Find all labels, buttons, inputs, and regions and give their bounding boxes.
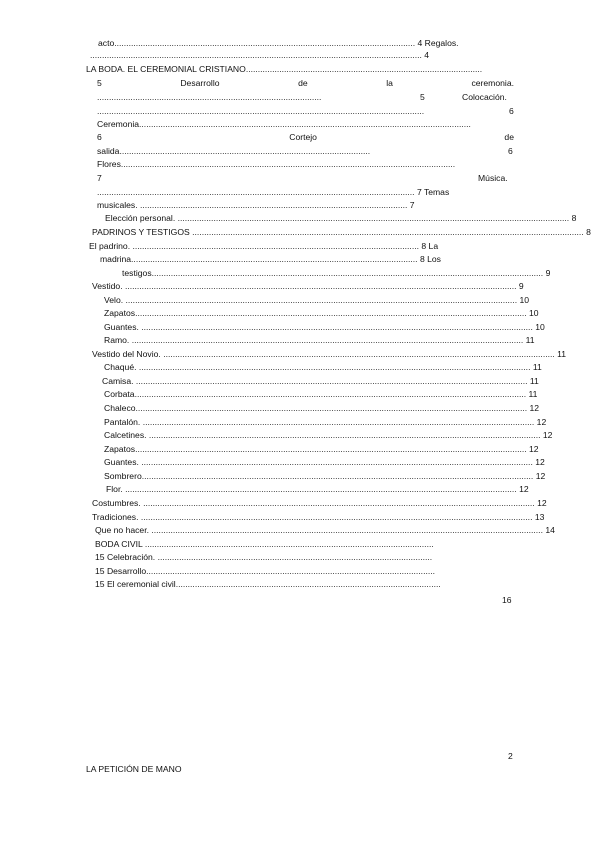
toc-line: 6 Cortejo de xyxy=(97,132,514,142)
toc-entry: Pantalón. .................................................................................................................................................................... 12 xyxy=(104,417,547,427)
toc-line: 6 xyxy=(509,106,514,116)
toc-line: acto.............................................................................................................................. 4 Regalos. xyxy=(98,38,459,48)
toc-entry: Ramo. .................................................................................................................................................................... 11 xyxy=(104,335,535,345)
toc-line: 5 Desarrollo de la ceremonia. xyxy=(97,78,514,88)
toc-entry: Guantes. .................................................................................................................................................................... 10 xyxy=(104,322,545,332)
page-number: 2 xyxy=(508,751,513,761)
toc-entry: Sombrero .................................................................................................................................................................... 12 xyxy=(104,471,546,481)
toc-line: .............................................................................................. xyxy=(97,92,322,102)
toc-line: 15 Desarrollo......................................................................................................................... xyxy=(95,566,436,576)
toc-entry: Vestido del Novio. .................................................................................................................................................................... 11 xyxy=(92,349,567,359)
toc-entry: Guantes. .................................................................................................................................................................... 12 xyxy=(104,457,545,467)
toc-entry: Chaqué. .................................................................................................................................................................... 11 xyxy=(104,362,542,372)
toc-entry: Elección personal. .................................................................................................................................................................... 8 xyxy=(105,213,577,223)
toc-entry: Tradiciones. .................................................................................................................................................................... 13 xyxy=(92,512,545,522)
toc-entry: Corbata .................................................................................................................................................................... 11 xyxy=(104,389,538,399)
toc-line: musicales. ................................................................................................................ 7 xyxy=(97,200,415,210)
toc-line: salida......................................................................................................... xyxy=(97,146,371,156)
toc-entry: Zapatos .................................................................................................................................................................... 10 xyxy=(104,308,539,318)
toc-line: 7 xyxy=(97,173,102,183)
toc-entry: Zapatos .................................................................................................................................................................... 12 xyxy=(104,444,539,454)
toc-entry: Calcetines. .................................................................................................................................................................... 12 xyxy=(104,430,553,440)
toc-line: Música. xyxy=(478,173,508,183)
toc-line: Colocación. xyxy=(462,92,507,102)
toc-line: Flores............................................................................................................................................ xyxy=(97,159,456,169)
toc-entry: Que no hacer. .................................................................................................................................................................... 14 xyxy=(95,525,555,535)
toc-line: 6 xyxy=(508,146,513,156)
toc-entry: Vestido. .................................................................................................................................................................... 9 xyxy=(92,281,524,291)
toc-line: Ceremonia........................................................................................................................................... xyxy=(97,119,471,129)
toc-line: ......................................................................................................................................... xyxy=(97,106,425,116)
toc-line: 5 xyxy=(420,92,425,102)
toc-line: ........................................................................................................................................... 4 xyxy=(90,50,430,60)
toc-entry: PADRINOS Y TESTIGOS .................................................................................................................................................................... 8 xyxy=(92,227,591,237)
toc-line: 16 xyxy=(502,595,512,605)
toc-entry: Chaleco .................................................................................................................................................................... 12 xyxy=(104,403,540,413)
toc-line: 15 Celebración. ................................................................................................................... xyxy=(95,552,433,562)
toc-section-heading: BODA CIVIL ......................................................................................................................... xyxy=(95,539,434,549)
toc-line: 15 El ceremonial civil............................................................................................................... xyxy=(95,579,441,589)
toc-line: El padrino. ........................................................................................................................ 8 La xyxy=(89,241,439,251)
toc-line: ..................................................................................................................................... 7 Temas xyxy=(97,187,450,197)
toc-entry: Camisa. .................................................................................................................................................................... 11 xyxy=(102,376,539,386)
toc-section-heading: LA BODA. EL CEREMONIAL CRISTIANO................................................................................................... xyxy=(86,64,483,74)
toc-line: madrina........................................................................................................................ 8 Los xyxy=(100,254,441,264)
running-footer-title: LA PETICIÓN DE MANO xyxy=(86,764,182,774)
toc-entry: Velo. .................................................................................................................................................................... 10 xyxy=(104,295,530,305)
toc-entry: Flor. .................................................................................................................................................................... 12 xyxy=(106,484,529,494)
toc-entry: Costumbres. .................................................................................................................................................................... 12 xyxy=(92,498,547,508)
toc-entry: testigos .................................................................................................................................................................... 9 xyxy=(122,268,551,278)
